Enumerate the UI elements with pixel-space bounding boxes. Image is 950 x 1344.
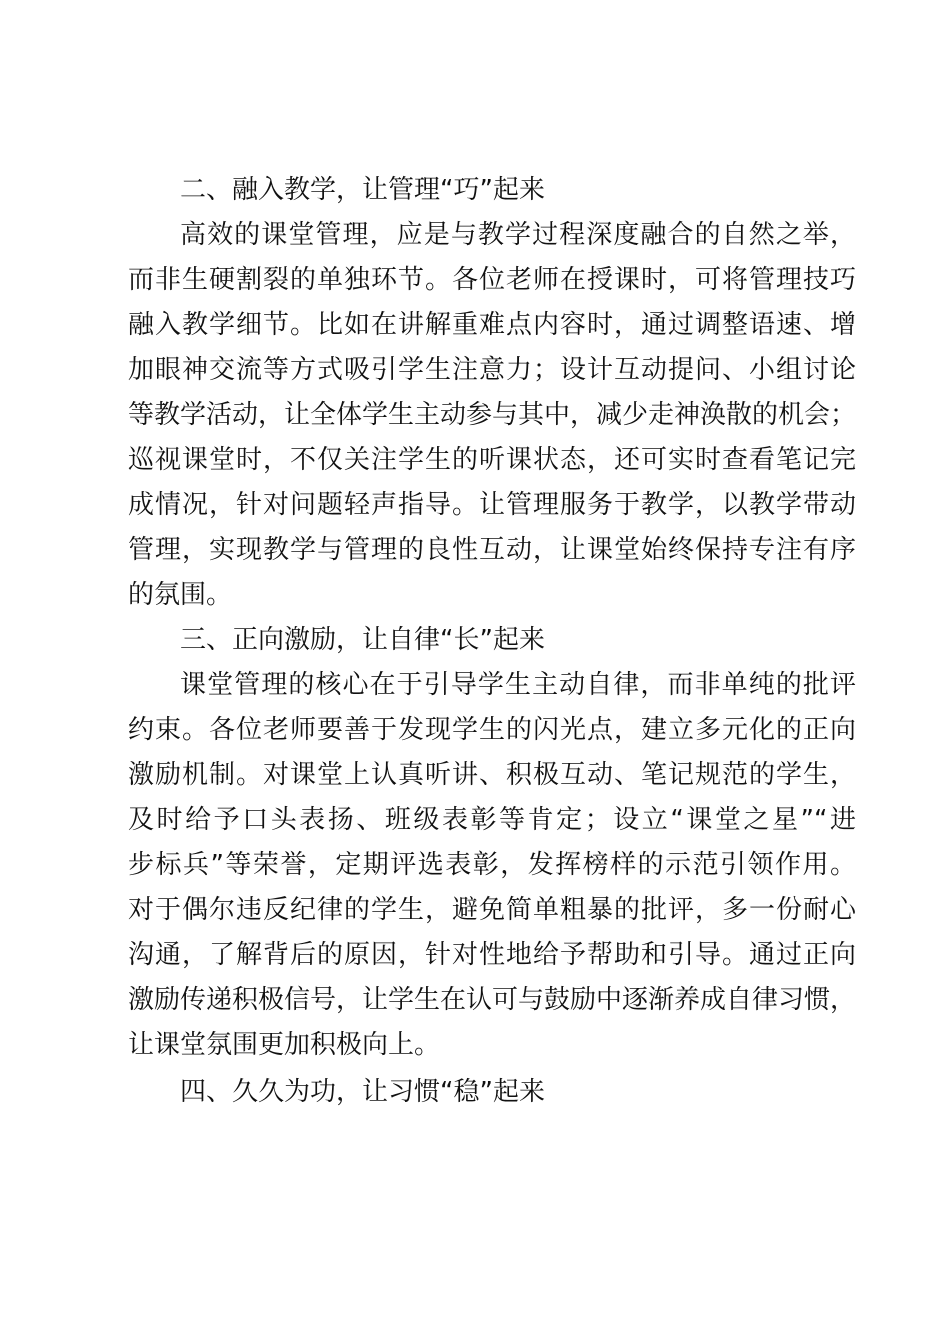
paragraph-line: 对于偶尔违反纪律的学生，避免简单粗暴的批评，多一份耐心 bbox=[128, 895, 856, 925]
section-heading: 四、久久为功，让习惯“稳”起来 bbox=[180, 1077, 545, 1107]
paragraph-line: 沟通，了解背后的原因，针对性地给予帮助和引导。通过正向 bbox=[128, 940, 856, 970]
paragraph-line: 巡视课堂时，不仅关注学生的听课状态，还可实时查看笔记完 bbox=[128, 445, 856, 475]
section-heading: 三、正向激励，让自律“长”起来 bbox=[180, 625, 545, 655]
paragraph-line: 及时给予口头表扬、班级表彰等肯定；设立“课堂之星”“进 bbox=[128, 805, 856, 835]
paragraph-line: 步标兵”等荣誉，定期评选表彰，发挥榜样的示范引领作用。 bbox=[128, 850, 856, 880]
paragraph-line: 激励机制。对课堂上认真听讲、积极互动、笔记规范的学生， bbox=[128, 760, 856, 790]
paragraph-line: 课堂管理的核心在于引导学生主动自律，而非单纯的批评 bbox=[180, 670, 856, 700]
paragraph-line: 约束。各位老师要善于发现学生的闪光点，建立多元化的正向 bbox=[128, 715, 856, 745]
paragraph-line: 高效的课堂管理，应是与教学过程深度融合的自然之举， bbox=[180, 220, 856, 250]
paragraph-line: 而非生硬割裂的单独环节。各位老师在授课时，可将管理技巧 bbox=[128, 265, 856, 295]
paragraph-line: 的氛围。 bbox=[128, 580, 233, 610]
paragraph-line: 加眼神交流等方式吸引学生注意力；设计互动提问、小组讨论 bbox=[128, 355, 856, 385]
document-body bbox=[128, 168, 856, 1115]
paragraph-line: 让课堂氛围更加积极向上。 bbox=[128, 1030, 441, 1060]
section-heading: 二、融入教学，让管理“巧”起来 bbox=[180, 175, 545, 205]
paragraph-line: 成情况，针对问题轻声指导。让管理服务于教学，以教学带动 bbox=[128, 490, 856, 520]
paragraph-line: 激励传递积极信号，让学生在认可与鼓励中逐渐养成自律习惯， bbox=[128, 985, 857, 1015]
paragraph-line: 等教学活动，让全体学生主动参与其中，减少走神涣散的机会； bbox=[128, 400, 857, 430]
paragraph-line: 融入教学细节。比如在讲解重难点内容时，通过调整语速、增 bbox=[128, 310, 856, 340]
paragraph-line: 管理，实现教学与管理的良性互动，让课堂始终保持专注有序 bbox=[128, 535, 856, 565]
